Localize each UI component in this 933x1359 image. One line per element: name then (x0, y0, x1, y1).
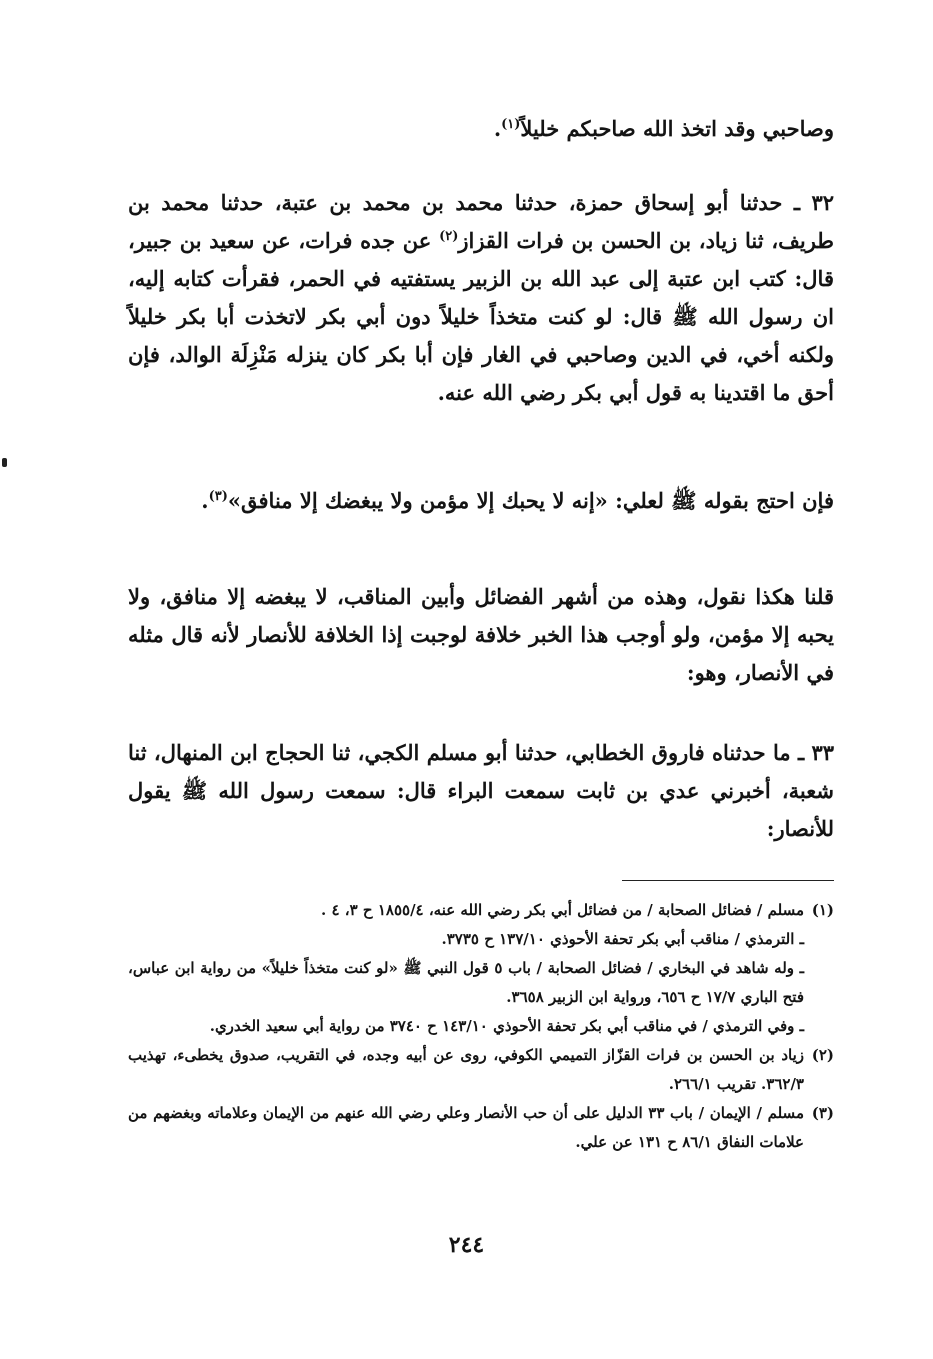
hadith-32-number: ٣٢ ـ (793, 190, 835, 215)
objection-end: . (201, 488, 209, 513)
footnote-3 (128, 1099, 834, 1157)
hadith-32-text-a: حدثنا أبو إسحاق حمزة، حدثنا محمد بن محمد بن عتبة، حدثنا محمد بن طريف، ثنا زياد، بن الحسن بن فرات القزاز (128, 190, 834, 253)
footnote-ref-3[interactable]: (٣) (208, 489, 228, 504)
footnote-1-sub-1: ـ الترمذي / مناقب أبي بكر تحفة الأحوذي ١٣٧/١٠ ح ٣٧٣٥. (441, 930, 804, 948)
footnote-3-number: (٣) (811, 1104, 834, 1122)
scan-margin-mark (2, 458, 7, 467)
hadith-32-paragraph (128, 184, 834, 412)
footnote-1-sub-3: ـ وفي الترمذي / في مناقب أبي بكر تحفة الأحوذي ١٤٣/١٠ ح ٣٧٤٠ من رواية أبي سعيد الخدري. (209, 1017, 804, 1035)
footnote-ref-1[interactable]: (١) (501, 117, 521, 132)
footnote-1 (128, 896, 834, 925)
answer-paragraph (128, 578, 834, 692)
footnote-3-main: مسلم / الإيمان / باب ٣٣ الدليل على أن حب الأنصار وعلي رضي الله عنهم من الإيمان وعلاماته وبغضهم من علامات النفاق ٨٦/١ ح ١٣١ عن علي. (128, 1104, 804, 1151)
footnotes-section (128, 896, 834, 1157)
footnote-separator (622, 880, 834, 881)
objection-paragraph (128, 482, 834, 520)
hadith-33-number: ٣٣ ـ (797, 740, 835, 765)
answer-text: قلنا هكذا نقول، وهذه من أشهر الفضائل وأبين المناقب، لا يبغضه إلا منافق، ولا يحبه إلا مؤمن، ولو أوجب هذا الخبر خلافة لوجبت إذا الخلافة للأنصار لأنه قال مثله في الأنصار، وهو: (128, 584, 834, 685)
intro-text: وصاحبي وقد اتخذ الله صاحبكم خليلاً (520, 116, 834, 141)
footnote-1-sub-2: ـ وله شاهد في البخاري / فضائل الصحابة / باب ٥ قول النبي ﷺ «لو كنت متخذاً خليلاً» من رواية ابن عباس، فتح الباري ١٧/٧ ح ٦٥٦، ورواية ابن الزبير ٣٦٥٨. (128, 959, 804, 1006)
footnote-1-number: (١) (811, 901, 834, 919)
hadith-33-text: ما حدثناه فاروق الخطابي، حدثنا أبو مسلم الكجي، ثنا الحجاج ابن المنهال، ثنا شعبة، أخبرني عدي بن ثابت سمعت البراء قال: سمعت رسول الله ﷺ يقول للأنصار: (128, 740, 834, 841)
footnote-2-main: زياد بن الحسن بن فرات القزّاز التميمي الكوفي، روى عن أبيه وجده، في التقريب، صدوق يخطىء، تهذيب ٣٦٢/٣. تقريب ٢٦٦/١. (128, 1046, 804, 1093)
hadith-32-text-b: عن جده فرات، عن سعيد بن جبير، قال: كتب ابن عتبة إلى عبد الله بن الزبير يستفتيه في الحمر، فقرأت كتابه إليه، ان رسول الله ﷺ قال: لو كنت متخذاً خليلاً دون أبي بكر لاتخذت أبا بكر خليلاً ولكنه أخي، في الدين وصاحبي في الغار فإن أبا بكر كان ينزله مَنْزِلَة الوالد، فإن أحق ما اقتدينا به قول أبي بكر رضي الله عنه. (128, 228, 834, 405)
footnote-ref-2[interactable]: (٢) (439, 229, 459, 244)
page-number: ٢٤٤ (448, 1232, 485, 1258)
objection-text: فإن احتج بقوله ﷺ لعلي: «إنه لا يحبك إلا مؤمن ولا يبغضك إلا منافق» (227, 488, 834, 513)
intro-end: . (493, 116, 502, 141)
footnote-1-main: مسلم / فضائل الصحابة / من فضائل أبي بكر رضي الله عنه، ١٨٥٥/٤ ح ٣، ٤ . (321, 901, 804, 919)
intro-line (128, 110, 834, 148)
footnote-2 (128, 1041, 834, 1099)
hadith-33-paragraph (128, 734, 834, 848)
footnote-2-number: (٢) (811, 1046, 834, 1064)
